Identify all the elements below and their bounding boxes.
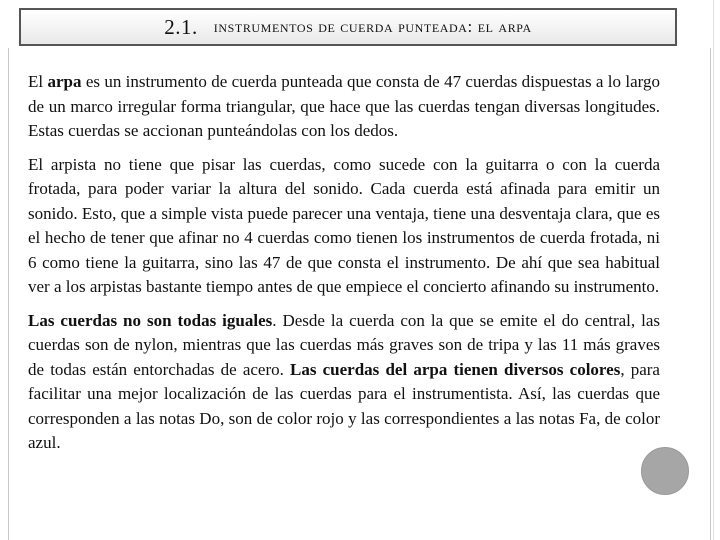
title-text: instrumentos de cuerda punteada: el arpa [213, 17, 532, 36]
paragraph-3 [28, 309, 660, 456]
paragraph-3-text-b: , para facilitar una mejor localización de las cuerdas para el instrumentista. Así, las cuerdas que corresponden a las notas Do, son de color rojo y las correspondientes a las notas Fa, de color azul. [28, 359, 660, 452]
paragraph-3-text-a: . Desde la cuerda con la que se emite el do central, las cuerdas son de nylon, mientras que las cuerdas más graves son de tripa y las 11 más graves de todas están entorchadas de acero. [28, 310, 661, 379]
paragraph-2 [28, 153, 660, 300]
paragraph-1-text-b: es un instrumento de cuerda punteada que consta de 47 cuerdas dispuestas a lo largo de un marco irregular forma triangular, que hace que las cuerdas tengan diversas longitudes. Estas cuerdas se accionan punteándolas con los dedos. [28, 72, 660, 140]
decorative-circle [641, 447, 689, 495]
slide-frame-outer-line [713, 0, 714, 540]
paragraph-1 [28, 70, 660, 144]
title-number: 2.1. [164, 14, 198, 39]
slide-frame-left-line [8, 48, 9, 540]
slide-frame-right-line [710, 48, 711, 540]
paragraph-1-text-a: El [28, 72, 48, 91]
paragraph-1-bold-arpa: arpa [47, 72, 82, 91]
slide-title-box [19, 8, 677, 46]
paragraph-3-bold-b: Las cuerdas del arpa tienen diversos colores [290, 359, 621, 379]
paragraph-2-text: El arpista no tiene que pisar las cuerdas, como sucede con la guitarra o con la cuerda frotada, para poder variar la altura del sonido. Cada cuerda está afinada para emitir un sonido. Esto, que a simple vista puede parecer una ventaja, tiene una desventaja clara, que es el hecho de tener que afinar no 4 cuerdas como tienen los instrumentos de cuerda frotada, ni 6 como tiene la guitarra, sino las 47 de que consta el instrumento. De ahí que sea habitual ver a los arpistas bastante tiempo antes de que empiece el concierto afinando su instrumento. [28, 154, 660, 296]
paragraph-3-bold-a: Las cuerdas no son todas iguales [28, 310, 273, 330]
slide-body [28, 70, 660, 465]
